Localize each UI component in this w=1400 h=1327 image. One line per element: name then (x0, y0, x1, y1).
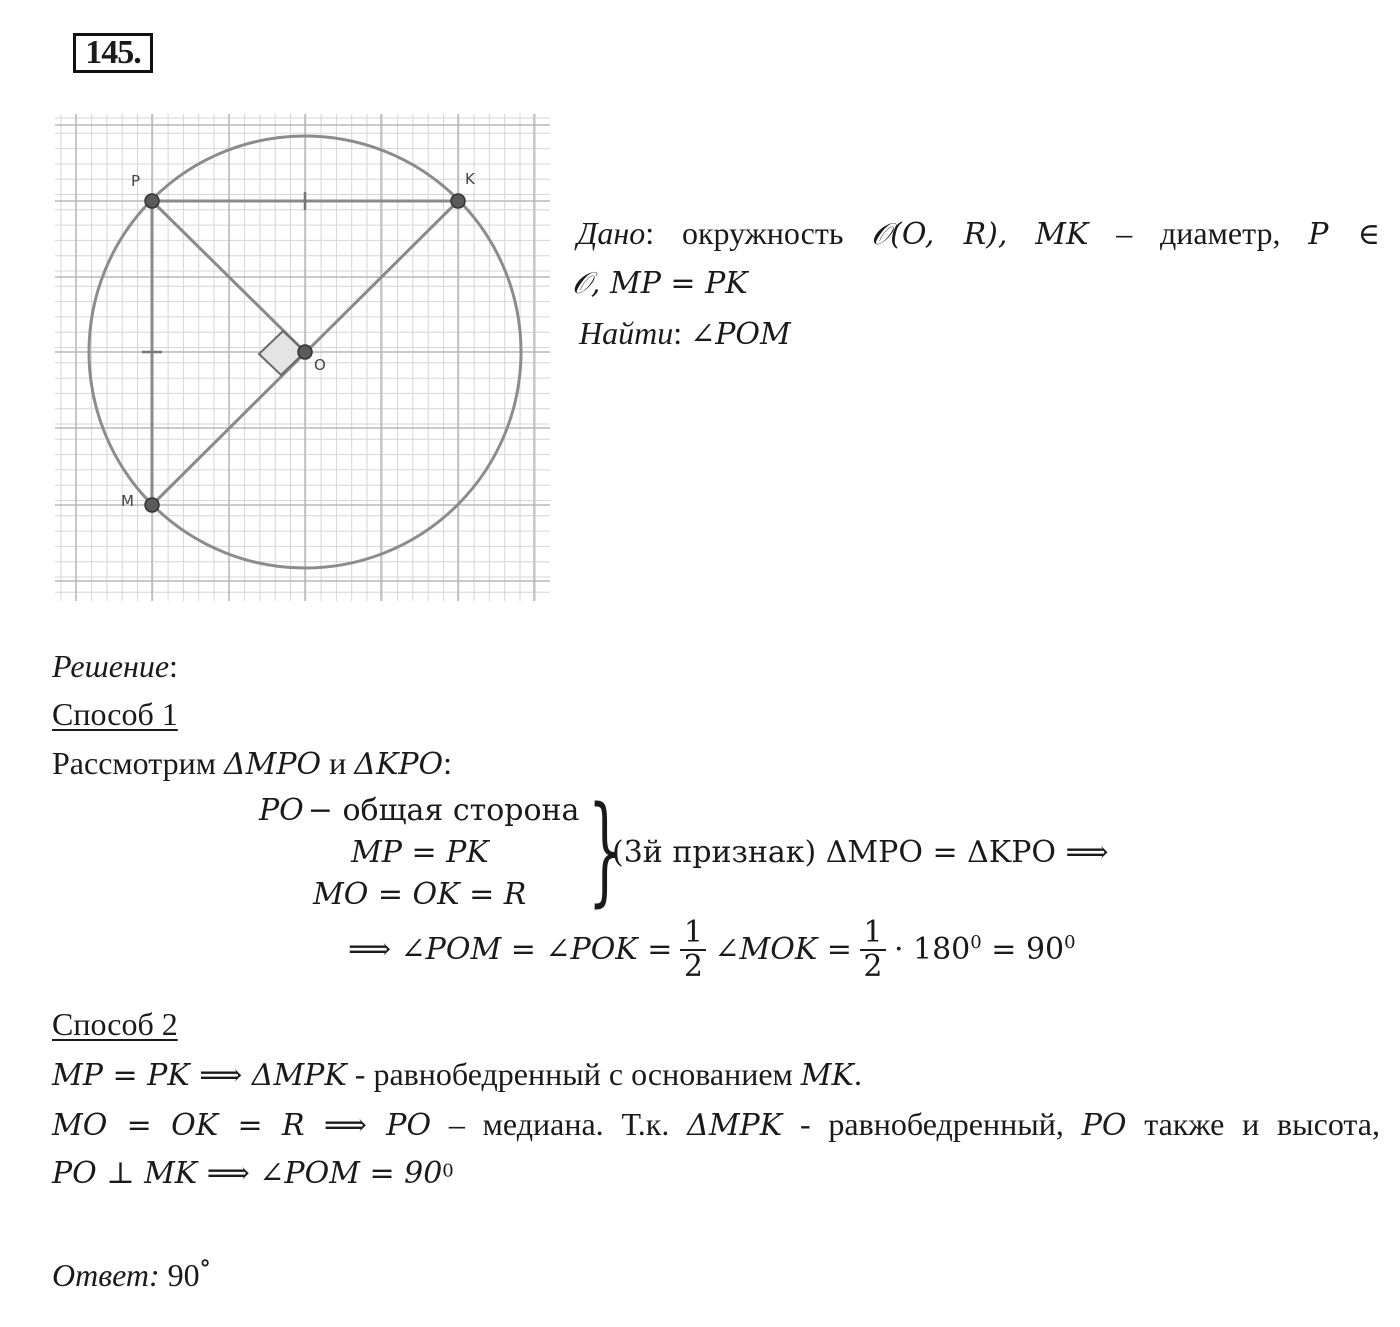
line2-end (894, 932, 1076, 967)
given-label: Дано (577, 215, 646, 251)
point-k (451, 194, 465, 208)
method2-l2-po: PO (1081, 1108, 1127, 1143)
conditions-brace: } (588, 780, 622, 918)
find-colon: : (673, 315, 683, 351)
label-m: M (121, 492, 134, 510)
method2-title: Способ 2 (52, 1006, 178, 1042)
fraction-half-2 (860, 917, 886, 982)
condition-2: MP = PK (351, 835, 489, 870)
method1-title: Способ 1 (52, 696, 178, 732)
method2-l2-tri: ΔMPK (687, 1108, 783, 1143)
degree-sup-3: 0 (442, 1160, 454, 1182)
consider-colon: : (443, 745, 453, 781)
geometry-figure (55, 114, 550, 601)
find-line (579, 315, 791, 352)
given-line-1 (577, 215, 1380, 252)
given-line-2: 𝒪, MP = PK (572, 266, 748, 301)
answer-label: Ответ: (52, 1257, 160, 1293)
label-k: K (465, 170, 475, 188)
solution-heading (52, 648, 178, 685)
method2-line2 (52, 1106, 1380, 1143)
given-circle-notation: 𝒪(O, R), (871, 217, 1008, 252)
fraction-half-1 (680, 917, 706, 982)
fraction-2-numerator: 1 (863, 915, 883, 950)
answer-degree: ° (199, 1257, 211, 1282)
given-dash: – (1116, 215, 1133, 251)
given-colon: : (645, 215, 655, 251)
triangle-kpo: ΔKPO (354, 747, 444, 782)
condition-1-text: − общая сторона (307, 793, 580, 828)
label-o: O (314, 356, 326, 374)
fraction-1-denominator: 2 (683, 948, 703, 984)
line2-end-text: · 180 (893, 932, 971, 967)
degree-sup-2: 0 (1064, 932, 1076, 953)
method2-l1-text: - равнобедренный с основанием (354, 1056, 793, 1092)
method1-consider (52, 745, 452, 782)
method1-result: (3й признак) ΔMPO = ΔKPO ⟹ (612, 835, 1109, 870)
point-o (298, 345, 312, 359)
method2-l2-text1: – медиана. Т.к. (448, 1106, 670, 1142)
method2-l2-math: MO = OK = R ⟹ PO (52, 1108, 432, 1143)
method2-l2-text2: - равнобедренный, (799, 1106, 1064, 1142)
given-diameter-segment: MK (1035, 217, 1089, 252)
find-value: ∠POM (690, 317, 791, 352)
fraction-2-denominator: 2 (863, 948, 883, 984)
consider-text: Рассмотрим (52, 745, 216, 781)
condition-3: MO = OK = R (313, 877, 527, 912)
condition-1 (259, 793, 579, 828)
condition-1-math: PO (259, 793, 304, 828)
solution-label: Решение (52, 648, 170, 684)
given-circle-word: окружность (681, 215, 844, 251)
solution-colon: : (169, 648, 178, 684)
label-p: P (131, 172, 141, 190)
given-membership: P ∈ (1308, 217, 1380, 252)
answer-value (168, 1257, 211, 1293)
method2-l1-math: MP = PK ⟹ ΔMPK (52, 1058, 347, 1093)
and-word: и (329, 745, 347, 781)
given-diameter-word: диаметр, (1160, 215, 1281, 251)
line2-eq: = 90 (981, 932, 1065, 967)
method2-l1-end: MK (800, 1058, 854, 1093)
method2-l1-dot: . (853, 1056, 862, 1092)
line2-mid: ∠MOK = (714, 932, 852, 967)
method2-line1 (52, 1056, 862, 1093)
point-p (145, 194, 159, 208)
triangle-mpo: ΔMPO (223, 747, 322, 782)
method2-line3 (52, 1156, 454, 1191)
point-m (145, 498, 159, 512)
method2-l3-math: PO ⊥ MK ⟹ ∠POM = 90 (52, 1156, 443, 1191)
answer-line (52, 1257, 211, 1294)
fraction-1-numerator: 1 (683, 915, 703, 950)
answer-number: 90 (167, 1257, 200, 1293)
degree-sup-1: 0 (970, 932, 982, 953)
find-label: Найти (579, 315, 674, 351)
problem-number: 145. (73, 33, 153, 73)
line2-start: ⟹ ∠POM = ∠POK = (348, 932, 673, 967)
method1-line2 (348, 917, 1076, 982)
method2-l2-text3: также и высота, (1144, 1106, 1381, 1142)
